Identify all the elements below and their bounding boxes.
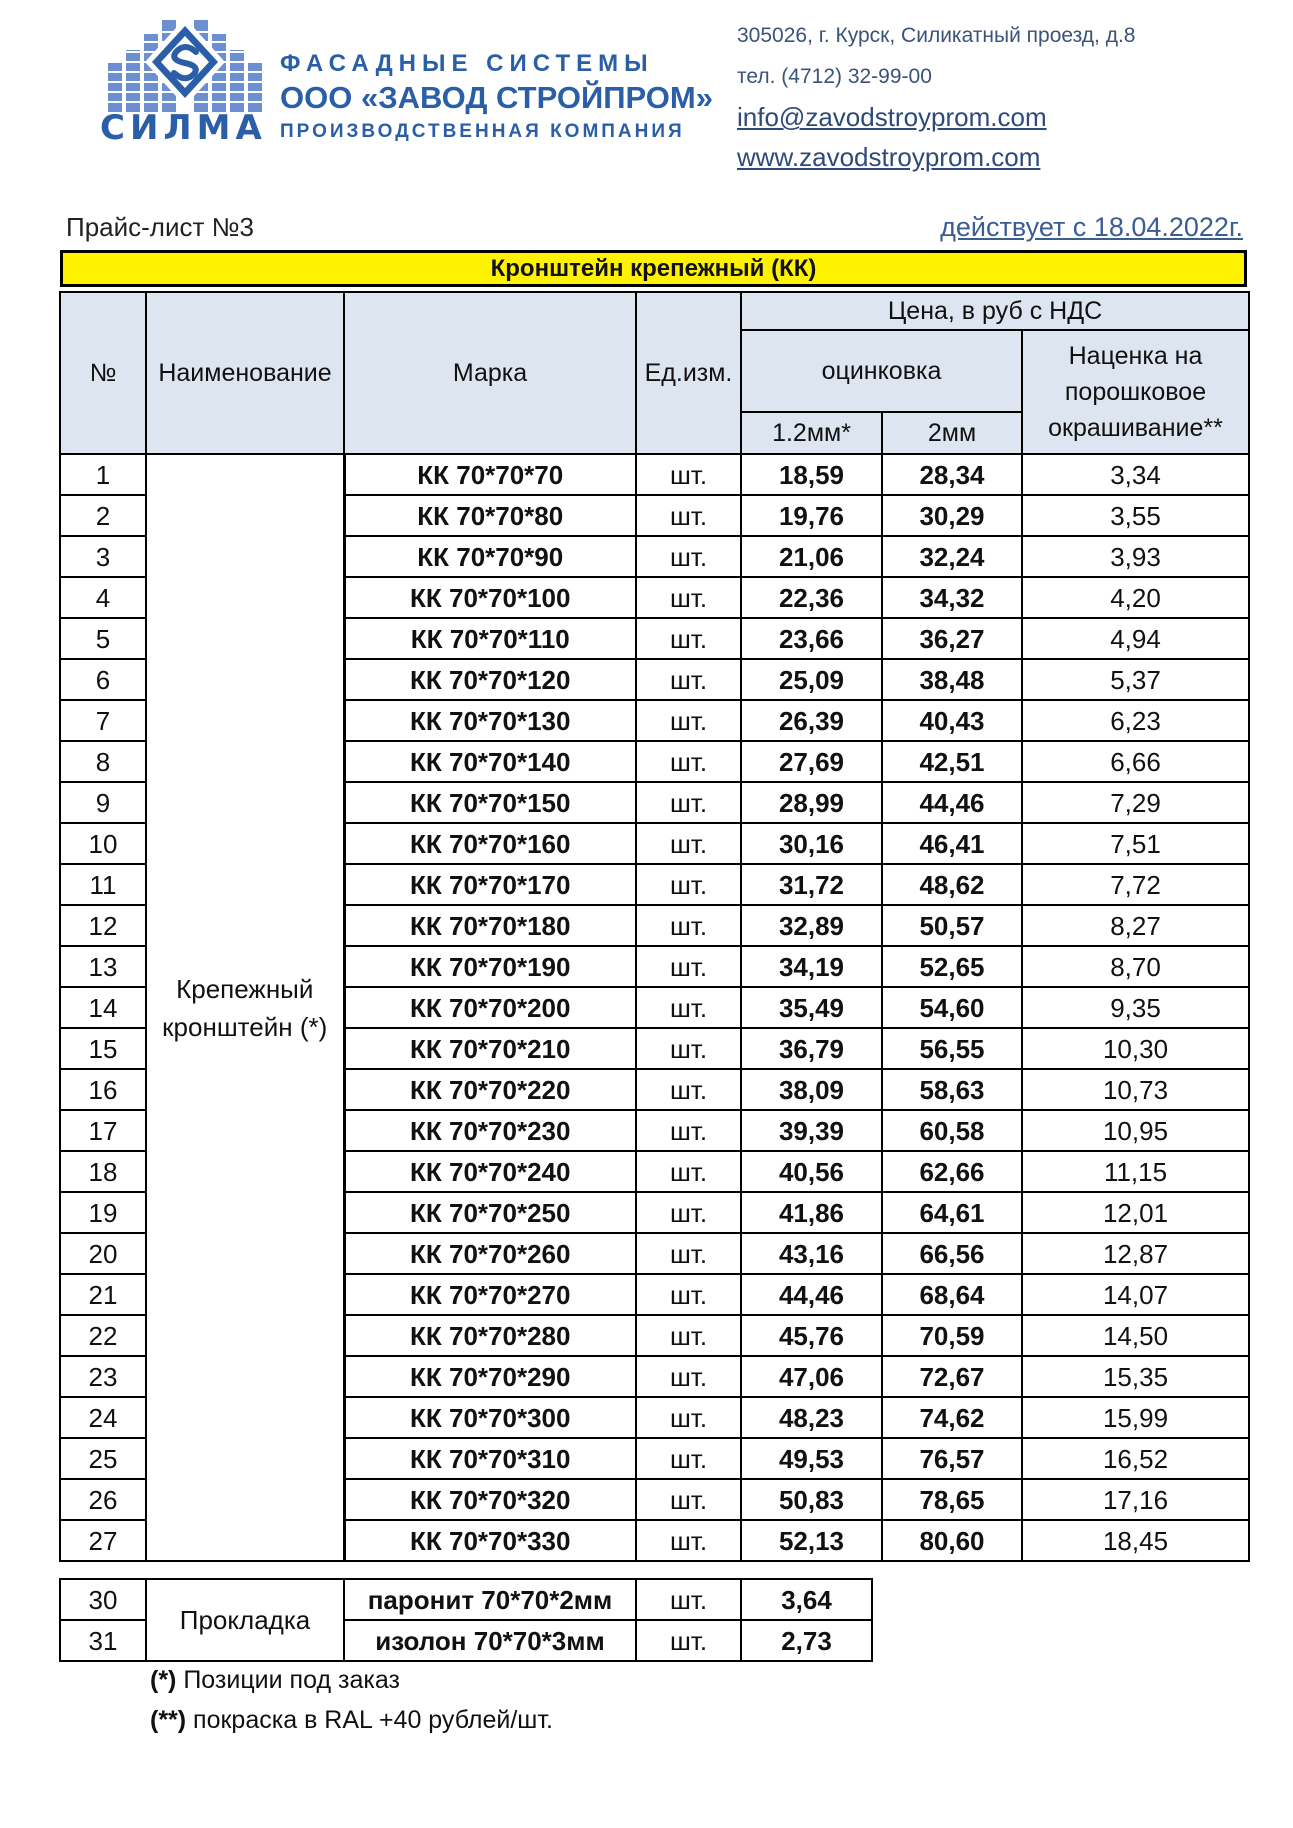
row-price-2mm: 66,56 [882,1233,1022,1274]
row-powder-surcharge: 11,15 [1022,1151,1249,1192]
row-mark: КК 70*70*160 [344,823,636,864]
row-price-1-2mm: 50,83 [741,1479,882,1520]
row-num: 5 [60,618,146,659]
row-unit: шт. [636,1028,741,1069]
row-mark: КК 70*70*90 [344,536,636,577]
row-price-2mm: 28,34 [882,454,1022,495]
row-powder-surcharge: 10,30 [1022,1028,1249,1069]
logo-mark-icon [108,12,263,112]
row-price-2mm: 36,27 [882,618,1022,659]
header-price: Цена, в руб с НДС [741,292,1249,330]
row-unit: шт. [636,618,741,659]
gasket-mark: паронит 70*70*2мм [344,1579,636,1620]
row-price-1-2mm: 19,76 [741,495,882,536]
row-mark: КК 70*70*330 [344,1520,636,1561]
row-price-2mm: 80,60 [882,1520,1022,1561]
row-unit: шт. [636,1356,741,1397]
row-num: 12 [60,905,146,946]
row-powder-surcharge: 6,66 [1022,741,1249,782]
row-price-2mm: 56,55 [882,1028,1022,1069]
row-powder-surcharge: 7,72 [1022,864,1249,905]
row-price-1-2mm: 49,53 [741,1438,882,1479]
row-unit: шт. [636,1192,741,1233]
gasket-price: 3,64 [741,1579,872,1620]
row-price-2mm: 78,65 [882,1479,1022,1520]
row-price-2mm: 44,46 [882,782,1022,823]
row-price-2mm: 38,48 [882,659,1022,700]
row-mark: КК 70*70*260 [344,1233,636,1274]
company-name: ООО «ЗАВОД СТРОЙПРОМ» [280,80,713,115]
row-num: 14 [60,987,146,1028]
row-mark: КК 70*70*300 [344,1397,636,1438]
footnote-marker: (*) [150,1666,177,1694]
gasket-unit: шт. [636,1620,741,1661]
phone: тел. (4712) 32-99-00 [737,65,932,88]
row-unit: шт. [636,1274,741,1315]
row-mark: КК 70*70*230 [344,1110,636,1151]
row-unit: шт. [636,987,741,1028]
gasket-num: 30 [60,1579,146,1620]
row-num: 26 [60,1479,146,1520]
row-unit: шт. [636,741,741,782]
row-price-1-2mm: 35,49 [741,987,882,1028]
row-unit: шт. [636,946,741,987]
row-unit: шт. [636,659,741,700]
row-num: 20 [60,1233,146,1274]
footnote-text: покраска в RAL +40 рублей/шт. [186,1706,553,1734]
row-num: 24 [60,1397,146,1438]
row-price-2mm: 40,43 [882,700,1022,741]
header-zinc: оцинковка [741,330,1022,412]
row-price-2mm: 70,59 [882,1315,1022,1356]
row-num: 21 [60,1274,146,1315]
row-powder-surcharge: 17,16 [1022,1479,1249,1520]
row-price-2mm: 62,66 [882,1151,1022,1192]
row-price-2mm: 48,62 [882,864,1022,905]
row-powder-surcharge: 7,51 [1022,823,1249,864]
gasket-num: 31 [60,1620,146,1661]
row-price-1-2mm: 34,19 [741,946,882,987]
row-unit: шт. [636,1438,741,1479]
row-unit: шт. [636,1315,741,1356]
row-unit: шт. [636,1520,741,1561]
row-price-1-2mm: 18,59 [741,454,882,495]
row-price-2mm: 50,57 [882,905,1022,946]
row-num: 13 [60,946,146,987]
row-mark: КК 70*70*150 [344,782,636,823]
row-powder-surcharge: 9,35 [1022,987,1249,1028]
row-price-1-2mm: 30,16 [741,823,882,864]
row-powder-surcharge: 14,50 [1022,1315,1249,1356]
row-price-1-2mm: 40,56 [741,1151,882,1192]
row-num: 4 [60,577,146,618]
row-mark: КК 70*70*310 [344,1438,636,1479]
row-mark: КК 70*70*250 [344,1192,636,1233]
address: 305026, г. Курск, Силикатный проезд, д.8 [737,24,1136,47]
row-price-2mm: 60,58 [882,1110,1022,1151]
row-price-2mm: 34,32 [882,577,1022,618]
header-mark: Марка [344,292,636,454]
row-price-2mm: 68,64 [882,1274,1022,1315]
row-unit: шт. [636,1069,741,1110]
row-price-1-2mm: 47,06 [741,1356,882,1397]
row-price-1-2mm: 28,99 [741,782,882,823]
row-powder-surcharge: 4,20 [1022,577,1249,618]
row-price-1-2mm: 22,36 [741,577,882,618]
row-mark: КК 70*70*190 [344,946,636,987]
row-mark: КК 70*70*220 [344,1069,636,1110]
row-price-1-2mm: 31,72 [741,864,882,905]
row-unit: шт. [636,577,741,618]
header-powder: Наценка на порошковое окрашивание** [1022,330,1249,454]
email-link[interactable]: info@zavodstroyprom.com [737,102,1047,132]
row-price-1-2mm: 38,09 [741,1069,882,1110]
row-price-1-2mm: 48,23 [741,1397,882,1438]
row-mark: КК 70*70*280 [344,1315,636,1356]
row-mark: КК 70*70*100 [344,577,636,618]
row-unit: шт. [636,782,741,823]
row-unit: шт. [636,1397,741,1438]
row-powder-surcharge: 12,87 [1022,1233,1249,1274]
gasket-mark: изолон 70*70*3мм [344,1620,636,1661]
header-thickness-2: 2мм [882,412,1022,454]
footnote-marker: (**) [150,1706,187,1734]
row-num: 8 [60,741,146,782]
header-unit: Ед.изм. [636,292,741,454]
row-price-2mm: 30,29 [882,495,1022,536]
row-unit: шт. [636,905,741,946]
row-num: 27 [60,1520,146,1561]
row-price-1-2mm: 25,09 [741,659,882,700]
row-price-1-2mm: 21,06 [741,536,882,577]
row-num: 17 [60,1110,146,1151]
row-mark: КК 70*70*130 [344,700,636,741]
row-price-1-2mm: 44,46 [741,1274,882,1315]
brand-name: СИЛМА [100,108,267,148]
row-num: 1 [60,454,146,495]
gasket-name: Прокладка [146,1579,344,1661]
row-mark: КК 70*70*140 [344,741,636,782]
row-price-2mm: 46,41 [882,823,1022,864]
row-mark: КК 70*70*70 [344,454,636,495]
row-powder-surcharge: 18,45 [1022,1520,1249,1561]
header-name: Наименование [146,292,344,454]
row-mark: КК 70*70*270 [344,1274,636,1315]
row-powder-surcharge: 15,99 [1022,1397,1249,1438]
row-powder-surcharge: 15,35 [1022,1356,1249,1397]
price-list-title: Прайс-лист №3 [66,212,254,242]
row-num: 18 [60,1151,146,1192]
row-unit: шт. [636,495,741,536]
gasket-table [59,1578,873,1662]
group-name: Крепежный кронштейн (*) [146,454,344,1561]
row-num: 11 [60,864,146,905]
row-price-2mm: 76,57 [882,1438,1022,1479]
row-mark: КК 70*70*110 [344,618,636,659]
row-powder-surcharge: 8,27 [1022,905,1249,946]
row-unit: шт. [636,1479,741,1520]
company-type: ПРОИЗВОДСТВЕННАЯ КОМПАНИЯ [280,121,685,142]
row-powder-surcharge: 12,01 [1022,1192,1249,1233]
row-powder-surcharge: 8,70 [1022,946,1249,987]
row-price-1-2mm: 27,69 [741,741,882,782]
row-mark: КК 70*70*180 [344,905,636,946]
row-num: 25 [60,1438,146,1479]
row-price-2mm: 64,61 [882,1192,1022,1233]
row-num: 9 [60,782,146,823]
row-price-2mm: 72,67 [882,1356,1022,1397]
row-powder-surcharge: 7,29 [1022,782,1249,823]
footnote-ral [150,1706,553,1735]
table-row [60,454,1249,495]
row-num: 7 [60,700,146,741]
row-powder-surcharge: 6,23 [1022,700,1249,741]
row-num: 19 [60,1192,146,1233]
row-mark: КК 70*70*80 [344,495,636,536]
row-mark: КК 70*70*290 [344,1356,636,1397]
row-price-2mm: 58,63 [882,1069,1022,1110]
row-powder-surcharge: 14,07 [1022,1274,1249,1315]
row-mark: КК 70*70*120 [344,659,636,700]
row-num: 15 [60,1028,146,1069]
row-price-1-2mm: 41,86 [741,1192,882,1233]
row-price-1-2mm: 32,89 [741,905,882,946]
row-num: 6 [60,659,146,700]
row-mark: КК 70*70*200 [344,987,636,1028]
row-price-1-2mm: 23,66 [741,618,882,659]
row-num: 10 [60,823,146,864]
row-num: 16 [60,1069,146,1110]
footnote-text: Позиции под заказ [176,1666,400,1694]
row-unit: шт. [636,823,741,864]
row-unit: шт. [636,1151,741,1192]
row-mark: КК 70*70*210 [344,1028,636,1069]
row-price-1-2mm: 45,76 [741,1315,882,1356]
row-powder-surcharge: 4,94 [1022,618,1249,659]
section-title: Кронштейн крепежный (КК) [60,250,1247,287]
row-price-1-2mm: 36,79 [741,1028,882,1069]
row-powder-surcharge: 3,34 [1022,454,1249,495]
row-price-2mm: 42,51 [882,741,1022,782]
row-price-2mm: 54,60 [882,987,1022,1028]
valid-from-date: действует с 18.04.2022г. [940,212,1243,242]
row-mark: КК 70*70*320 [344,1479,636,1520]
row-price-1-2mm: 52,13 [741,1520,882,1561]
row-unit: шт. [636,1233,741,1274]
row-powder-surcharge: 5,37 [1022,659,1249,700]
row-price-2mm: 52,65 [882,946,1022,987]
row-price-1-2mm: 39,39 [741,1110,882,1151]
row-mark: КК 70*70*240 [344,1151,636,1192]
row-powder-surcharge: 16,52 [1022,1438,1249,1479]
row-mark: КК 70*70*170 [344,864,636,905]
row-num: 23 [60,1356,146,1397]
row-num: 22 [60,1315,146,1356]
row-price-2mm: 32,24 [882,536,1022,577]
brand-tagline: ФАСАДНЫЕ СИСТЕМЫ [280,50,654,77]
website-link[interactable]: www.zavodstroyprom.com [737,142,1041,172]
row-powder-surcharge: 3,93 [1022,536,1249,577]
row-price-1-2mm: 26,39 [741,700,882,741]
row-unit: шт. [636,536,741,577]
row-unit: шт. [636,1110,741,1151]
price-table [59,291,1250,1562]
row-num: 2 [60,495,146,536]
row-unit: шт. [636,700,741,741]
row-unit: шт. [636,864,741,905]
row-price-1-2mm: 43,16 [741,1233,882,1274]
row-num: 3 [60,536,146,577]
gasket-price: 2,73 [741,1620,872,1661]
row-powder-surcharge: 3,55 [1022,495,1249,536]
footnote-order [150,1666,400,1695]
header-thickness-1-2: 1.2мм* [741,412,882,454]
header-num: № [60,292,146,454]
row-powder-surcharge: 10,73 [1022,1069,1249,1110]
row-powder-surcharge: 10,95 [1022,1110,1249,1151]
gasket-unit: шт. [636,1579,741,1620]
row-price-2mm: 74,62 [882,1397,1022,1438]
row-unit: шт. [636,454,741,495]
